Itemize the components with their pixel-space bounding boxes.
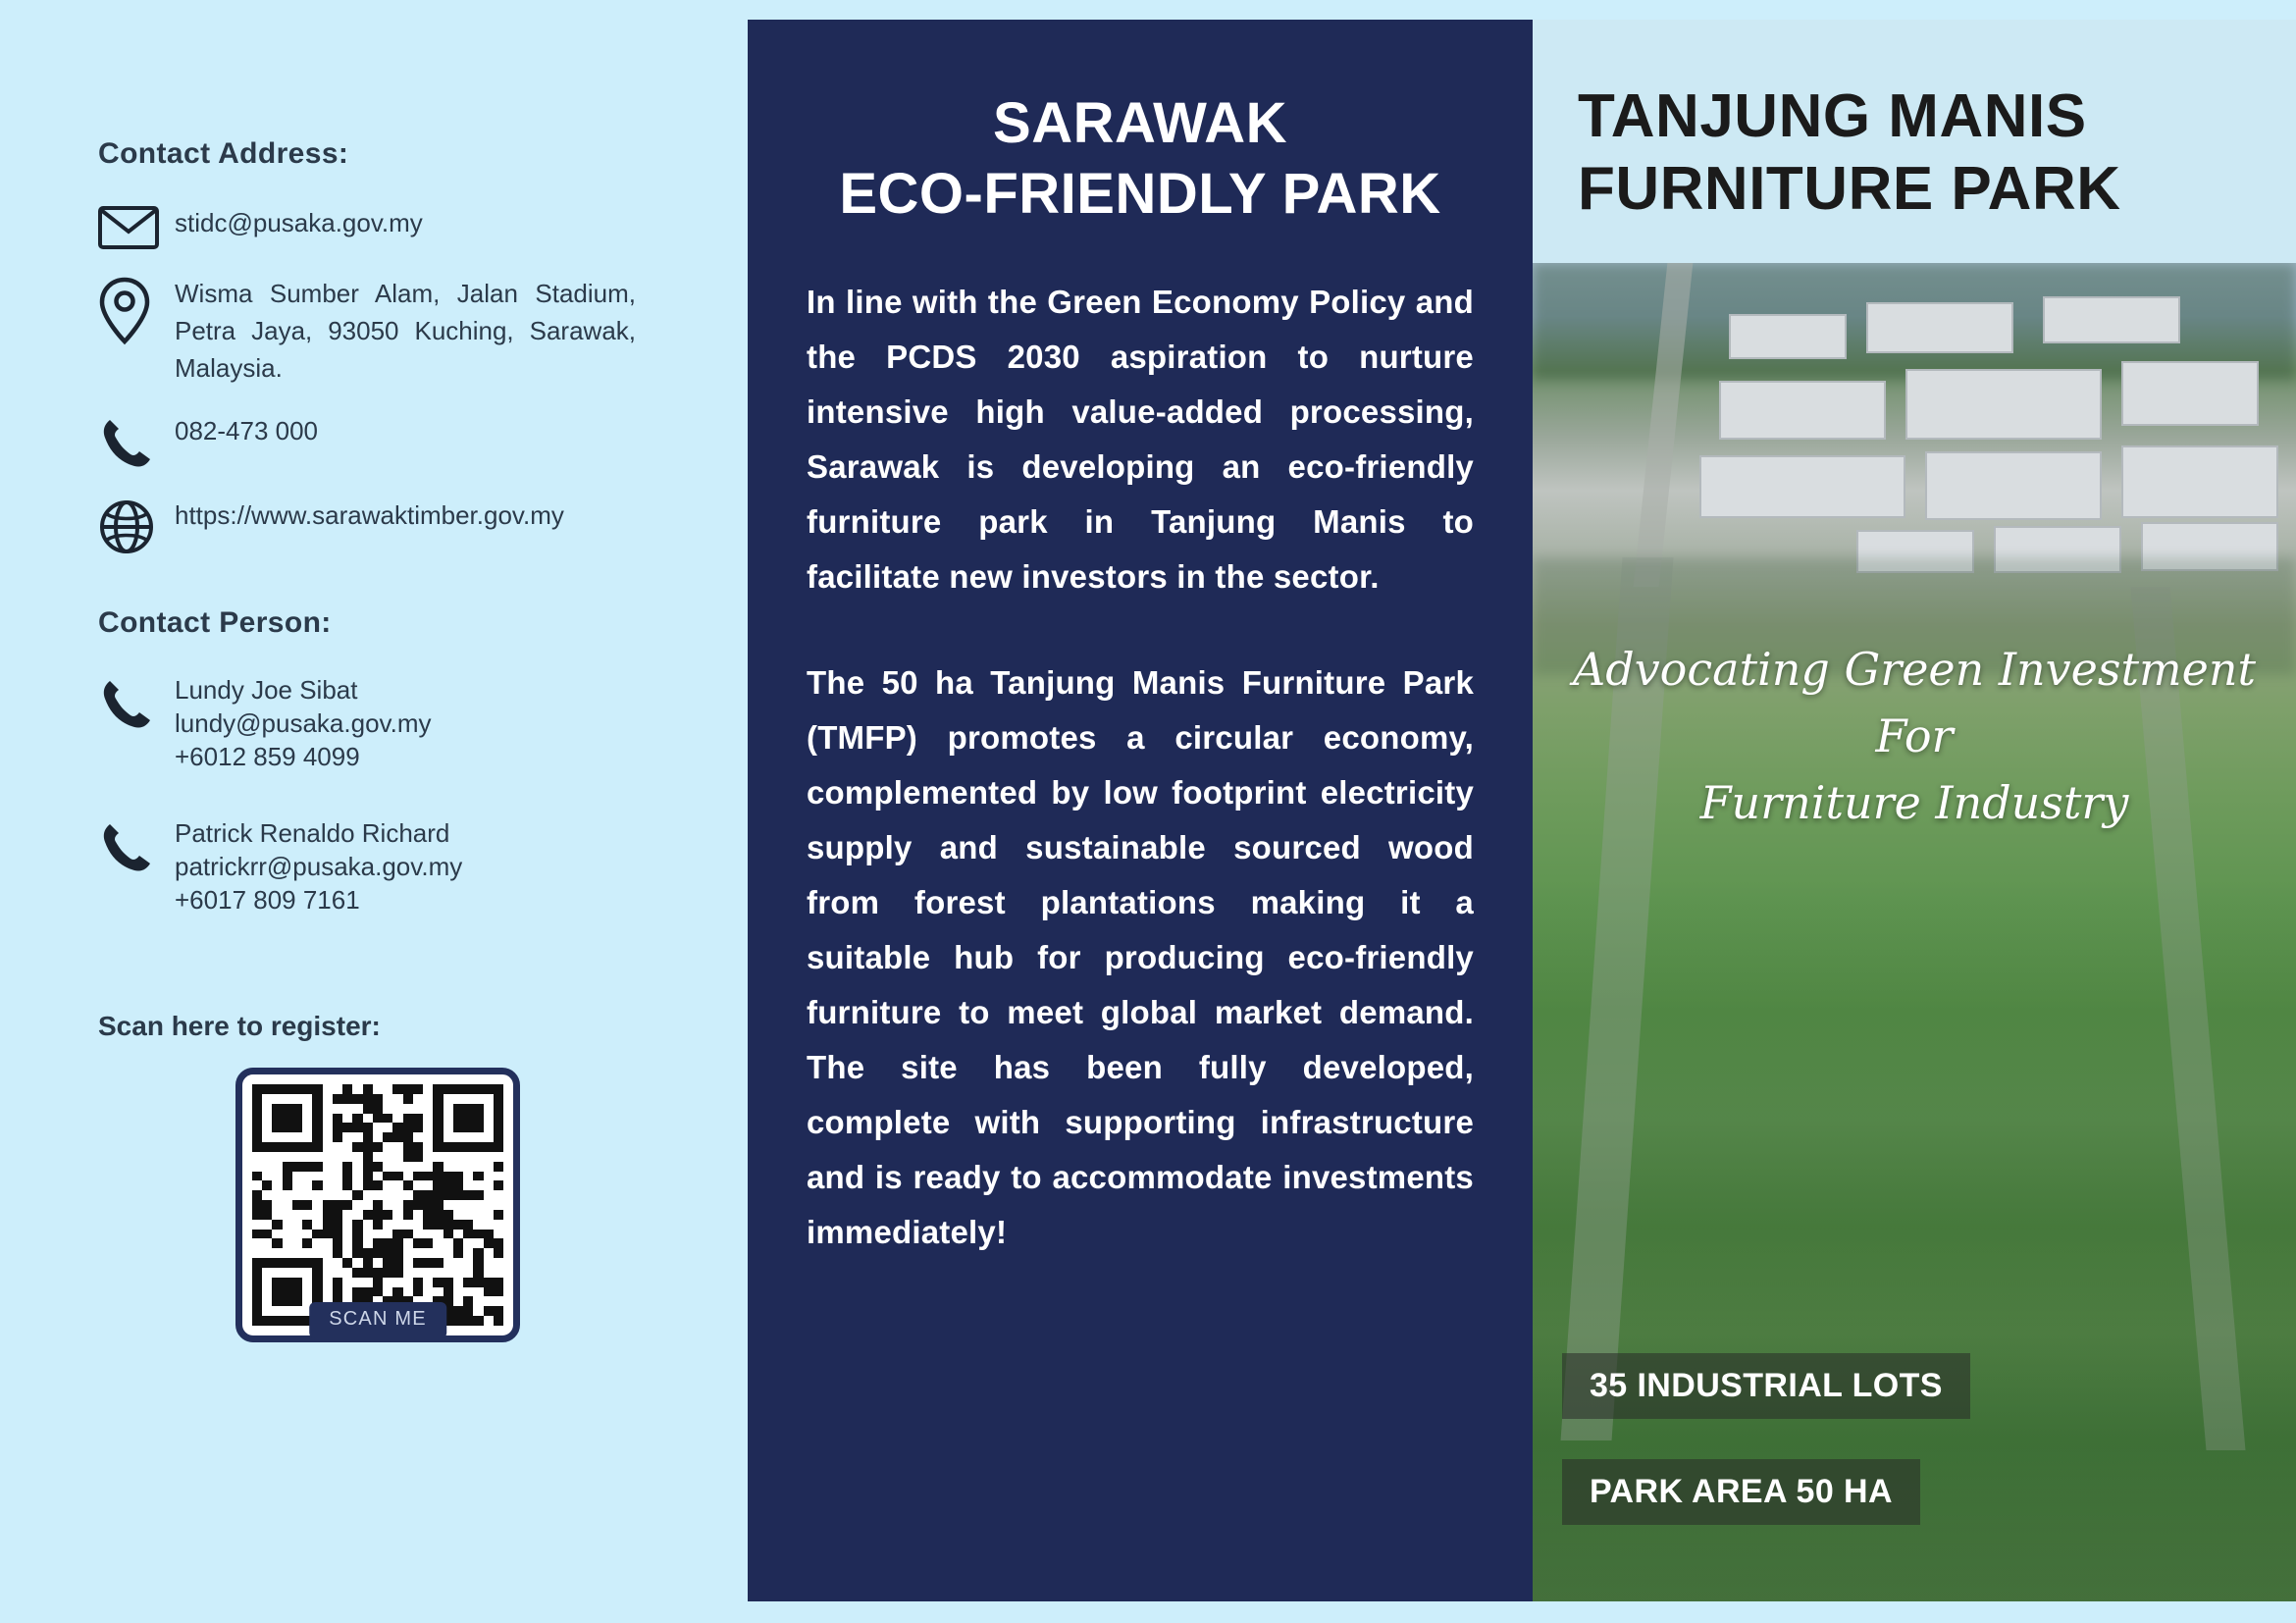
factory-building xyxy=(1729,314,1847,359)
contact-website-row[interactable] xyxy=(98,497,659,555)
qr-code-matrix xyxy=(252,1084,503,1326)
contact-person-2 xyxy=(98,816,659,916)
tagline-line1: Advocating Green Investment For xyxy=(1573,643,2256,762)
contact-address-row xyxy=(98,275,659,387)
person1-name: Lundy Joe Sibat xyxy=(175,675,358,705)
factory-building xyxy=(1905,369,2102,440)
contact-address-heading: Contact Address: xyxy=(98,137,349,170)
center-title-line1: SARAWAK xyxy=(993,91,1287,155)
contact-phone-row xyxy=(98,412,659,471)
factory-building xyxy=(2121,445,2278,518)
location-pin-icon xyxy=(98,275,175,345)
right-title-line1: TANJUNG MANIS xyxy=(1578,82,2087,150)
person2-name: Patrick Renaldo Richard xyxy=(175,818,450,848)
eco-park-panel xyxy=(748,20,1533,1601)
factory-building xyxy=(1866,302,2013,353)
envelope-icon xyxy=(98,204,175,249)
tagline-line2: Furniture Industry xyxy=(1699,776,2129,829)
qr-code[interactable] xyxy=(235,1068,520,1342)
phone-icon xyxy=(98,673,175,732)
phone-icon xyxy=(98,816,175,875)
center-paragraph-2: The 50 ha Tanjung Manis Furniture Park (TMFP) promotes a circular economy, complemented by low footprint electricity supply and sustainable sourced wood from forest plantations making it a suitable hub for producing eco-friendly furniture to meet global market demand. The site has been fully developed, complete with supporting infrastructure and is ready to accommodate investments immediately! xyxy=(807,664,1474,1250)
address-text: Wisma Sumber Alam, Jalan Stadium, Petra Jaya, 93050 Kuching, Sarawak, Malaysia. xyxy=(175,279,636,383)
badge-industrial-lots: 35 INDUSTRIAL LOTS xyxy=(1562,1353,1970,1419)
scan-register-label: Scan here to register: xyxy=(98,1011,381,1041)
contact-email-row xyxy=(98,204,659,249)
right-title-line2: FURNITURE PARK xyxy=(1578,155,2121,223)
factory-building xyxy=(1719,381,1886,440)
phone-text: 082-473 000 xyxy=(175,416,319,445)
globe-icon xyxy=(98,497,175,555)
phone-icon xyxy=(98,412,175,471)
person2-phone: +6017 809 7161 xyxy=(175,885,360,915)
contact-person-heading: Contact Person: xyxy=(98,606,332,639)
center-title xyxy=(807,88,1474,230)
badge-park-area: PARK AREA 50 HA xyxy=(1562,1459,1920,1525)
tagline xyxy=(1533,636,2296,836)
contact-panel xyxy=(0,0,748,1623)
factory-building xyxy=(1925,451,2102,520)
factory-building xyxy=(2043,296,2180,343)
center-title-line2: ECO-FRIENDLY PARK xyxy=(839,162,1441,226)
person1-email: lundy@pusaka.gov.my xyxy=(175,708,432,738)
furniture-park-panel xyxy=(1533,20,2296,1601)
person2-email: patrickrr@pusaka.gov.my xyxy=(175,852,463,881)
right-title xyxy=(1533,20,2296,226)
aerial-photo xyxy=(1533,263,2296,1601)
center-paragraph-1: In line with the Green Economy Policy and the PCDS 2030 aspiration to nurture intensive high value-added processing, Sarawak is developing an eco-friendly furniture park in Tanjung Manis to facilitate new investors in the sector. xyxy=(807,284,1474,595)
website-text[interactable]: https://www.sarawaktimber.gov.my xyxy=(175,500,564,530)
scan-me-badge: SCAN ME xyxy=(309,1302,446,1338)
factory-building xyxy=(2121,361,2259,426)
person1-phone: +6012 859 4099 xyxy=(175,742,360,771)
email-text: stidc@pusaka.gov.my xyxy=(175,208,423,237)
factory-building xyxy=(1699,455,1905,518)
contact-person-1 xyxy=(98,673,659,773)
